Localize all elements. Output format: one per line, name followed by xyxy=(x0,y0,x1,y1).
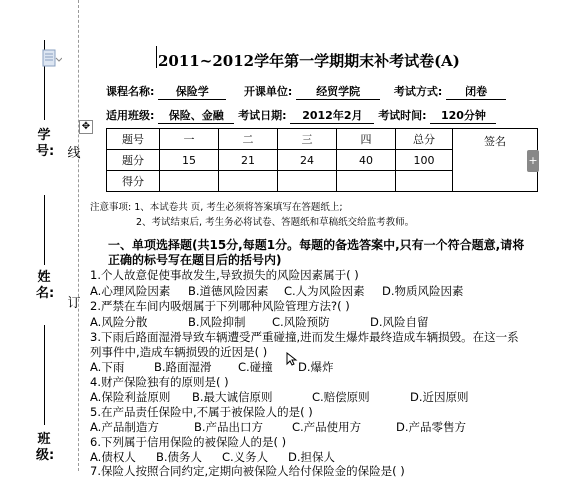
table-row xyxy=(107,129,538,150)
question-4: 4.财产保险独有的原则是( ) xyxy=(90,375,229,389)
course-value: 保险学 xyxy=(158,83,226,100)
cut-mark-line: 线 xyxy=(67,146,81,161)
table-cell: 总分 xyxy=(396,129,453,150)
table-cell: 二 xyxy=(219,129,278,150)
binding-line xyxy=(78,0,79,471)
option: C.义务人 xyxy=(222,450,269,464)
document-icon[interactable] xyxy=(40,48,62,70)
table-cell: 21 xyxy=(219,150,278,171)
option: D.近因原则 xyxy=(410,390,469,404)
option: A.下雨 xyxy=(90,360,125,374)
table-cell: 四 xyxy=(337,129,396,150)
dept-value: 经贸学院 xyxy=(296,83,380,100)
note-1: 注意事项: 1、本试卷共 页, 考生必须将答案填写在答题纸上; xyxy=(90,202,343,213)
mouse-pointer-icon xyxy=(286,352,300,366)
exam-title: 2011~2012学年第一学期期末补考试卷(A) xyxy=(158,52,460,70)
option: D.爆炸 xyxy=(298,360,334,374)
option: C.人为风险因素 xyxy=(284,284,365,298)
info-row-1 xyxy=(106,83,506,100)
name-line xyxy=(44,195,45,265)
option: B.道德风险因素 xyxy=(188,284,269,298)
table-cell xyxy=(396,171,453,192)
notes xyxy=(90,200,414,230)
text-cursor xyxy=(156,46,157,68)
class-value: 保险、金融 xyxy=(158,107,234,124)
table-cell: 40 xyxy=(337,150,396,171)
option: B.产品出口方 xyxy=(194,420,264,434)
option: A.债权人 xyxy=(90,450,136,464)
binding-gutter xyxy=(0,0,60,471)
method-value: 闭卷 xyxy=(446,83,506,100)
option: A.保险利益原则 xyxy=(90,390,171,404)
question-6: 6.下列属于信用保险的被保险人的是( ) xyxy=(90,435,287,449)
option: C.赔偿原则 xyxy=(312,390,370,404)
question-1: 1.个人故意促使事故发生,导致损失的风险因素属于( ) xyxy=(90,268,359,282)
table-cell xyxy=(278,171,337,192)
section-title: 一、单项选择题(共15分,每题1分。每题的备选答案中,只有一个符合题意,请将正确的标号写在题目后的括号内) xyxy=(108,238,525,267)
option: B.风险抑制 xyxy=(188,315,246,329)
method-label: 考试方式: xyxy=(393,85,443,98)
option: B.路面湿滑 xyxy=(154,360,212,374)
options-6 xyxy=(90,450,335,465)
option: B.最大诚信原则 xyxy=(192,390,273,404)
course-label: 课程名称: xyxy=(106,85,155,98)
time-value: 120分钟 xyxy=(430,107,496,124)
option: D.担保人 xyxy=(288,450,336,464)
options-4 xyxy=(90,390,469,405)
class-line xyxy=(44,325,45,425)
date-label: 考试日期: xyxy=(238,109,287,122)
cut-mark-bind: 订 xyxy=(67,296,81,311)
table-cell: 15 xyxy=(160,150,219,171)
signature-cell: 签名 xyxy=(453,129,538,192)
option: D.产品零售方 xyxy=(396,420,467,434)
class-label-info: 适用班级: xyxy=(106,109,155,122)
table-cell: 24 xyxy=(278,150,337,171)
table-cell xyxy=(337,171,396,192)
table-move-handle[interactable]: ✥ xyxy=(79,120,93,134)
question-7: 7.保险人按照合同约定,定期向被保险人给付保险金的保险是( ) xyxy=(90,464,405,478)
table-cell: 一 xyxy=(160,129,219,150)
table-cell: 100 xyxy=(396,150,453,171)
options-1 xyxy=(90,284,464,299)
option: C.产品使用方 xyxy=(292,420,362,434)
table-cell xyxy=(219,171,278,192)
table-cell: 题分 xyxy=(107,150,160,171)
time-label: 考试时间: xyxy=(378,109,427,122)
student-no-label: 学号: xyxy=(36,128,55,159)
option: D.物质风险因素 xyxy=(382,284,464,298)
option: A.风险分散 xyxy=(90,315,148,329)
option: A.心理风险因素 xyxy=(90,284,171,298)
question-3: 3.下雨后路面湿滑导致车辆遭受严重碰撞,进而发生爆炸最终造成车辆损毁。在这一系列事件中,造成车辆损毁的近因是( ) xyxy=(90,330,519,359)
dept-label: 开课单位: xyxy=(243,85,293,98)
question-5: 5.在产品责任保险中,不属于被保险人的是( ) xyxy=(90,405,313,419)
date-value: 2012年2月 xyxy=(290,107,374,124)
option: B.债务人 xyxy=(156,450,203,464)
option: D.风险自留 xyxy=(370,315,429,329)
options-2 xyxy=(90,315,429,330)
question-2: 2.严禁在车间内吸烟属于下列哪种风险管理方法?( ) xyxy=(90,299,350,313)
options-5 xyxy=(90,420,466,435)
option: C.风险预防 xyxy=(272,315,330,329)
score-table xyxy=(106,128,538,192)
table-cell: 题号 xyxy=(107,129,160,150)
info-row-2 xyxy=(106,107,496,124)
table-cell: 三 xyxy=(278,129,337,150)
option: C.碰撞 xyxy=(238,360,273,374)
add-column-button[interactable]: + xyxy=(527,150,539,172)
note-2: 2、考试结束后, 考生务必将试卷、答题纸和草稿纸交给监考教师。 xyxy=(136,217,415,228)
name-label: 姓名: xyxy=(36,270,55,301)
table-cell xyxy=(160,171,219,192)
option: A.产品制造方 xyxy=(90,420,159,434)
class-label: 班级: xyxy=(36,432,55,463)
table-cell: 得分 xyxy=(107,171,160,192)
